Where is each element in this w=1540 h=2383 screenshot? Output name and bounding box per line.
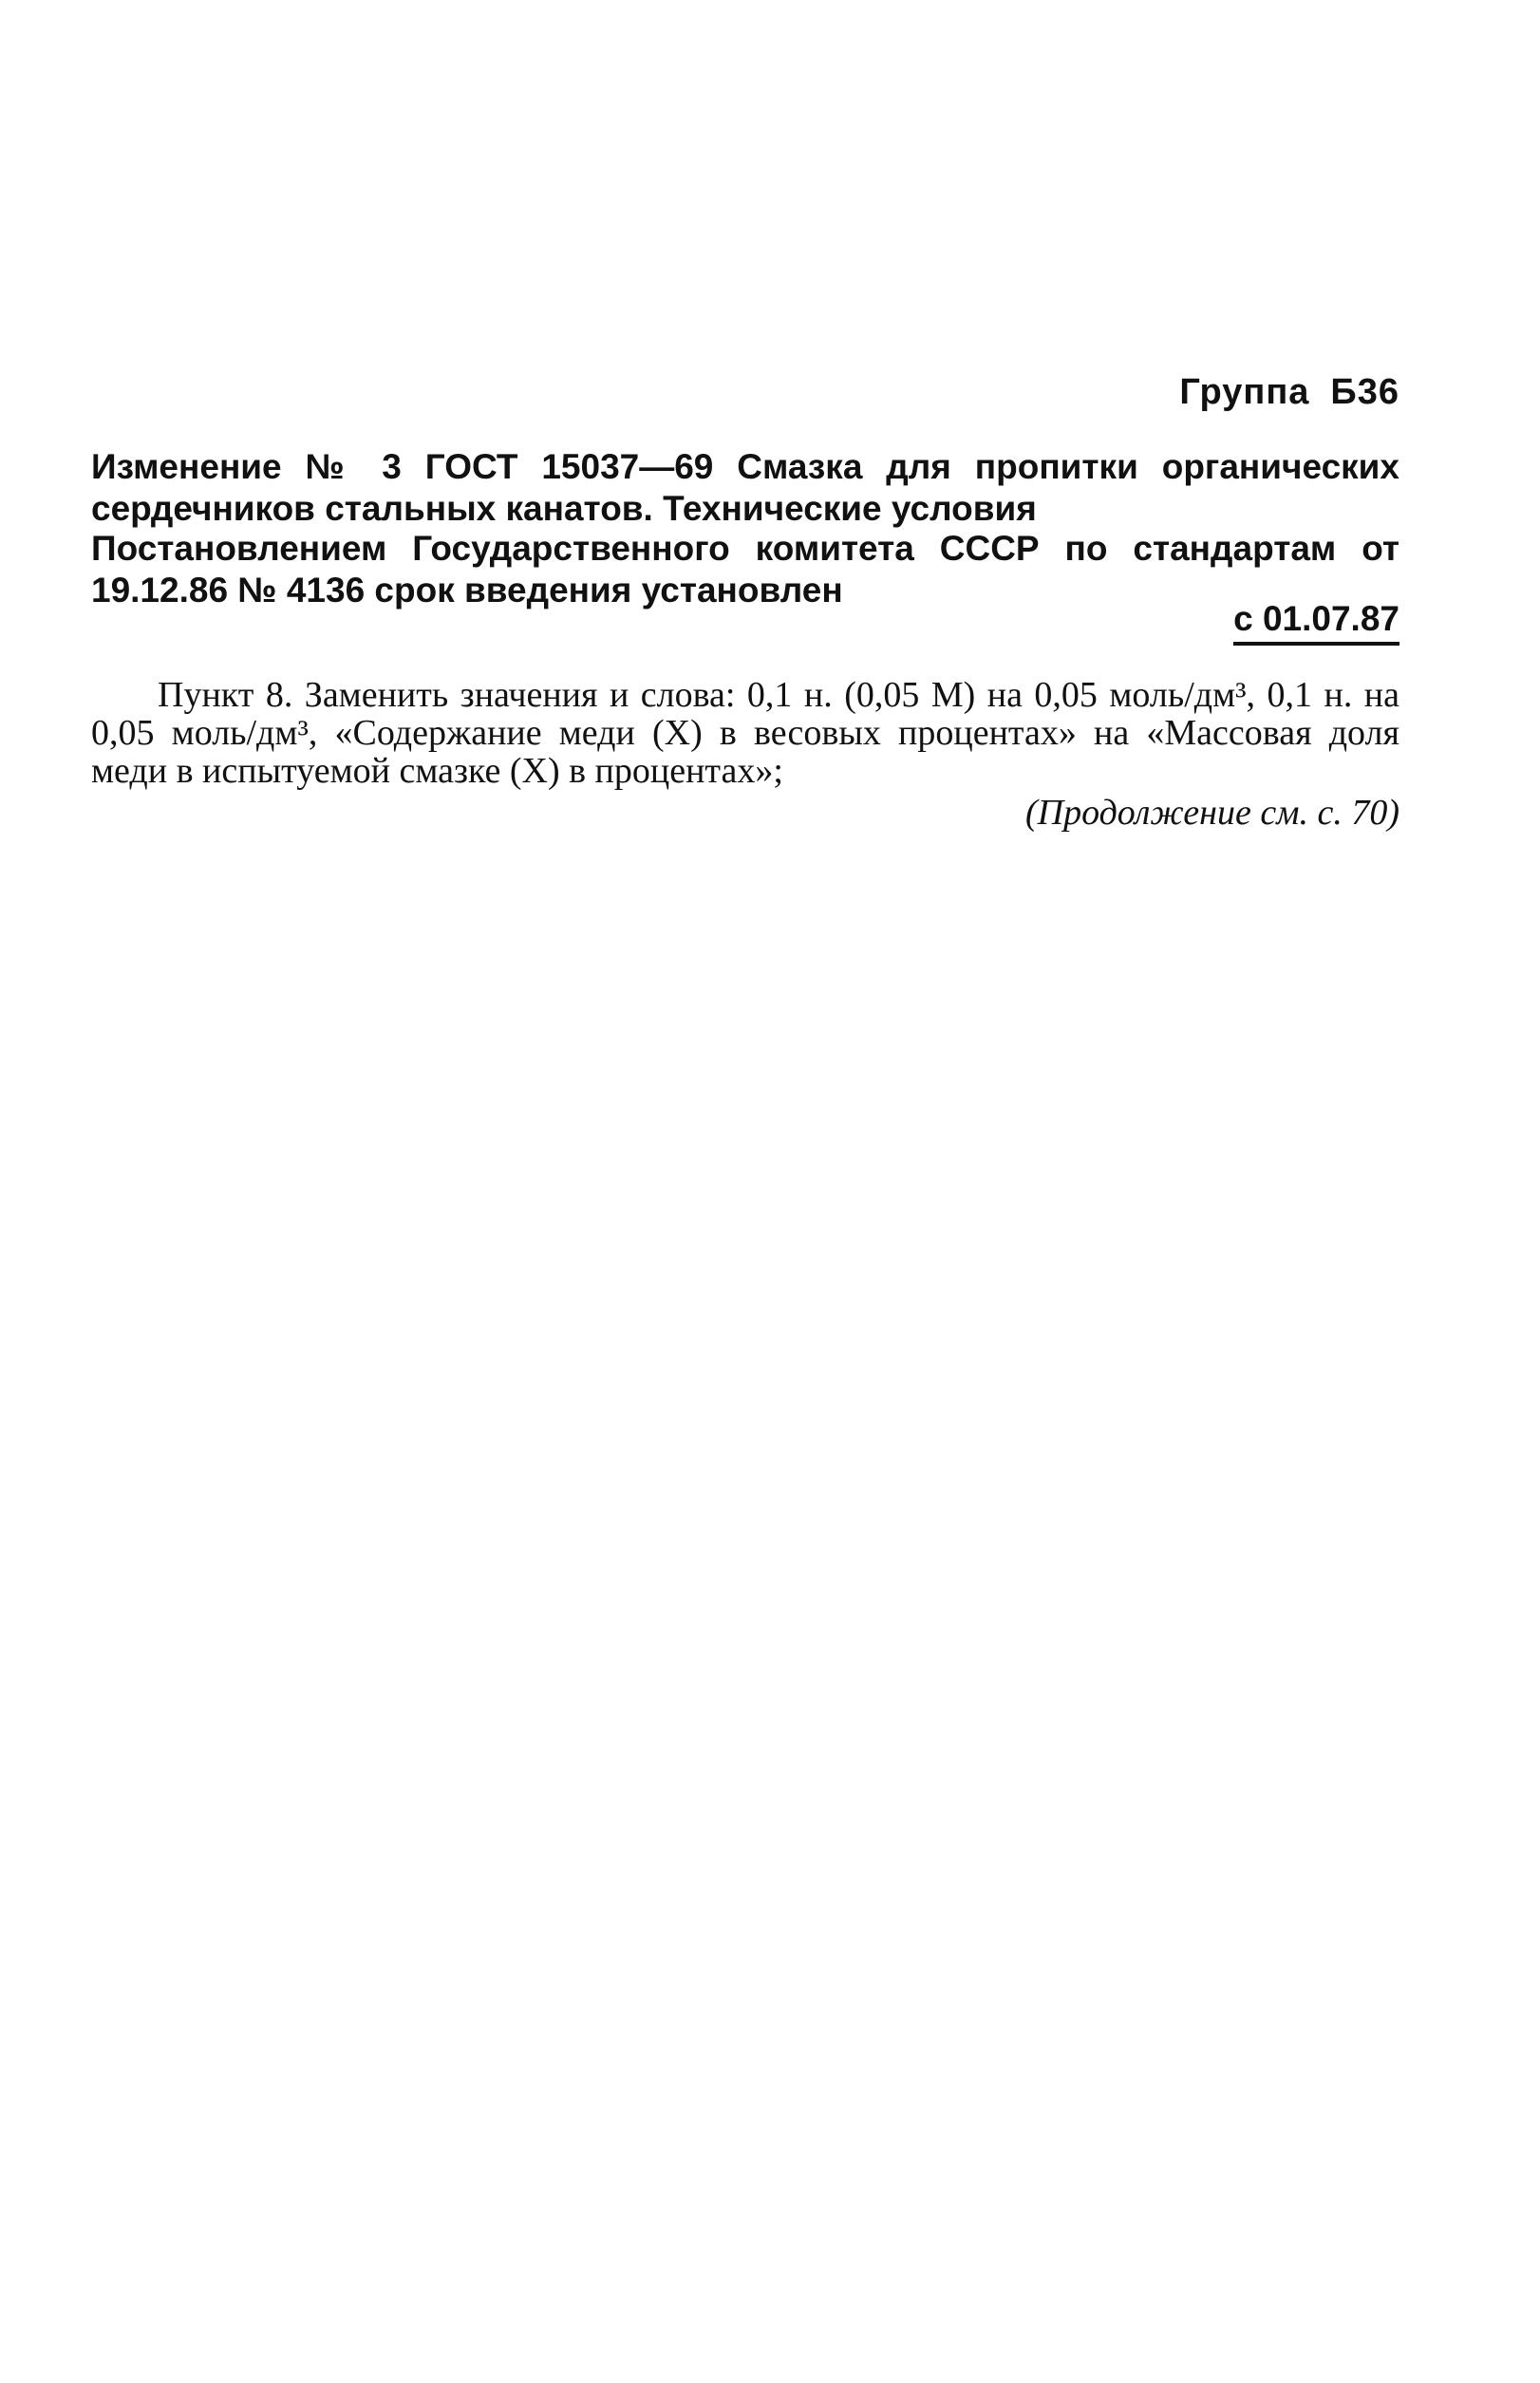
group-label-text: Группа xyxy=(1179,372,1310,412)
group-label xyxy=(1179,372,1399,413)
amendment-title: Изменение № 3 ГОСТ 15037—69 Смазка для пропитки органических сердечников стальных канатов. Технические условия xyxy=(91,447,1399,528)
group-code: Б36 xyxy=(1330,372,1399,412)
amendment-body: Пункт 8. Заменить значения и слова: 0,1 н. (0,05 М) на 0,05 моль/дм³, 0,1 н. на 0,05 моль/дм³, «Содержание меди (X) в весовых процентах» на «Массовая доля меди в испытуемой смазке (X) в процентах»; xyxy=(91,675,1399,791)
continuation-note: (Продолжение см. с. 70) xyxy=(1024,793,1399,833)
effective-date: с 01.07.87 xyxy=(1233,598,1399,646)
decree-text: Постановлением Государственного комитета СССР по стандартам от 19.12.86 № 4136 срок введения установлен xyxy=(91,529,1399,610)
